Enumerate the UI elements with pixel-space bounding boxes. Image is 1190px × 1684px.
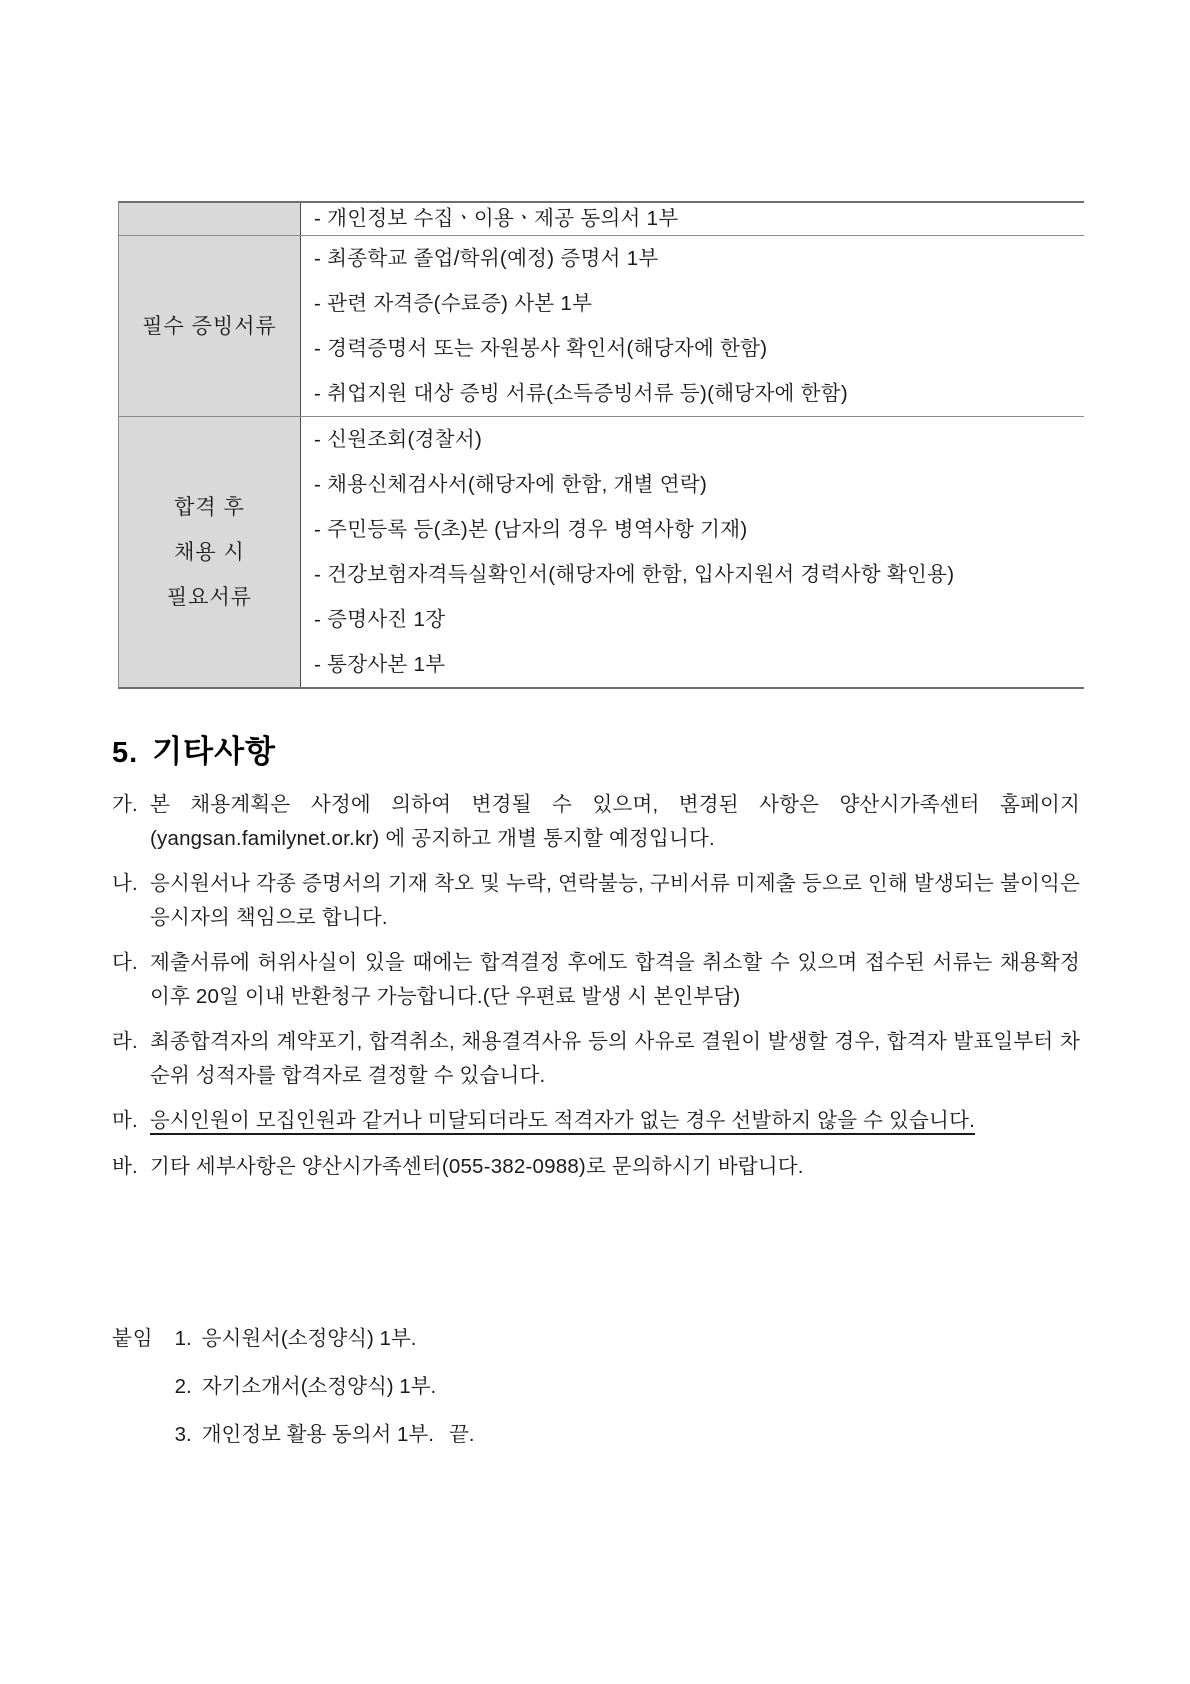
table-row-items bbox=[301, 236, 1084, 416]
table-row-items bbox=[301, 203, 1084, 235]
table-item: - 증명사진 1장 bbox=[314, 608, 446, 631]
table-item: - 관련 자격증(수료증) 사본 1부 bbox=[314, 292, 593, 315]
table-item: - 주민등록 등(초)본 (남자의 경우 병역사항 기재) bbox=[314, 518, 748, 541]
attachment-item-text: 자기소개서(소정양식) 1부. bbox=[201, 1375, 437, 1398]
attachment-item-number: 3. bbox=[174, 1423, 192, 1446]
table-item: - 신원조회(경찰서) bbox=[314, 428, 483, 451]
table-row-label-line: 합격 후 bbox=[174, 495, 245, 519]
notes-item-text: 최종합격자의 계약포기, 합격취소, 채용결격사유 등의 사유로 결원이 발생할 경우, 합격자 발표일부터 차순위 성적자를 합격자로 결정할 수 있습니다. bbox=[150, 1030, 1080, 1087]
attachments-items bbox=[175, 1322, 475, 1466]
table-row-label bbox=[119, 236, 301, 416]
table-row bbox=[119, 416, 1084, 687]
attachments-label: 붙임 bbox=[112, 1327, 154, 1350]
notes-item-text: 응시원서나 각종 증명서의 기재 착오 및 누락, 연락불능, 구비서류 미제출 등으로 인해 발생되는 불이익은 응시자의 책임으로 합니다. bbox=[150, 872, 1080, 929]
table-row-label bbox=[119, 417, 301, 687]
notes-list bbox=[112, 788, 1080, 1195]
attachment-item-number: 1. bbox=[174, 1327, 192, 1350]
table-item: - 통장사본 1부 bbox=[314, 653, 446, 676]
section-title: 기타사항 bbox=[152, 734, 276, 769]
table-row bbox=[119, 203, 1084, 235]
required-documents-table bbox=[118, 201, 1084, 689]
table-item: - 개인정보 수집ㆍ이용ㆍ제공 동의서 1부 bbox=[314, 207, 679, 230]
notes-item bbox=[112, 1104, 1080, 1138]
notes-item-label: 다. bbox=[112, 951, 138, 974]
table-row-label-line: 필수 증빙서류 bbox=[142, 314, 277, 338]
attachment-item bbox=[175, 1322, 475, 1355]
notes-item bbox=[112, 1150, 1080, 1184]
notes-item-text: 본 채용계획은 사정에 의하여 변경될 수 있으며, 변경된 사항은 양산시가족센터 홈페이지 (yangsan.familynet.or.kr) 에 공지하고 개별 통지할 예정입니다. bbox=[150, 793, 1080, 850]
attachment-item bbox=[175, 1418, 475, 1451]
notes-item bbox=[112, 946, 1080, 1013]
notes-item-text: 응시인원이 모집인원과 같거나 미달되더라도 적격자가 없는 경우 선발하지 않을 수 있습니다. bbox=[150, 1109, 975, 1132]
table-item: - 경력증명서 또는 자원봉사 확인서(해당자에 한함) bbox=[314, 337, 768, 360]
notes-item bbox=[112, 867, 1080, 934]
table-row-label-line: 채용 시 bbox=[174, 540, 245, 564]
table-item: - 취업지원 대상 증빙 서류(소득증빙서류 등)(해당자에 한함) bbox=[314, 382, 848, 405]
notes-item-label: 가. bbox=[112, 793, 138, 816]
section-heading bbox=[112, 726, 276, 771]
attachment-item-number: 2. bbox=[174, 1375, 192, 1398]
notes-item-label: 나. bbox=[112, 872, 138, 895]
table-row-label-line: 필요서류 bbox=[166, 585, 253, 609]
attachments-block bbox=[112, 1322, 474, 1466]
notes-item-text: 제출서류에 허위사실이 있을 때에는 합격결정 후에도 합격을 취소할 수 있으며 접수된 서류는 채용확정 이후 20일 이내 반환청구 가능합니다.(단 우편료 발생 시 본인부담) bbox=[150, 951, 1080, 1008]
notes-item bbox=[112, 1025, 1080, 1092]
attachment-item bbox=[175, 1370, 475, 1403]
table-row-items bbox=[301, 417, 1084, 687]
attachment-item-text: 응시원서(소정양식) 1부. bbox=[201, 1327, 417, 1350]
section-number: 5. bbox=[112, 737, 139, 769]
attachment-end-mark: 끝. bbox=[448, 1423, 475, 1446]
table-item: - 채용신체검사서(해당자에 한함, 개별 연락) bbox=[314, 473, 708, 496]
notes-item-text: 기타 세부사항은 양산시가족센터(055-382-0988)로 문의하시기 바랍니다. bbox=[150, 1154, 804, 1178]
table-item: - 건강보험자격득실확인서(해당자에 한함, 입사지원서 경력사항 확인용) bbox=[314, 563, 955, 586]
notes-item-label: 바. bbox=[112, 1154, 138, 1178]
notes-item bbox=[112, 788, 1080, 855]
table-row bbox=[119, 235, 1084, 416]
table-row-label bbox=[119, 203, 301, 235]
attachment-item-text: 개인정보 활용 동의서 1부. bbox=[201, 1423, 434, 1446]
table-item: - 최종학교 졸업/학위(예정) 증명서 1부 bbox=[314, 247, 659, 270]
notes-item-label: 라. bbox=[112, 1030, 138, 1053]
notes-item-label: 마. bbox=[112, 1109, 138, 1132]
